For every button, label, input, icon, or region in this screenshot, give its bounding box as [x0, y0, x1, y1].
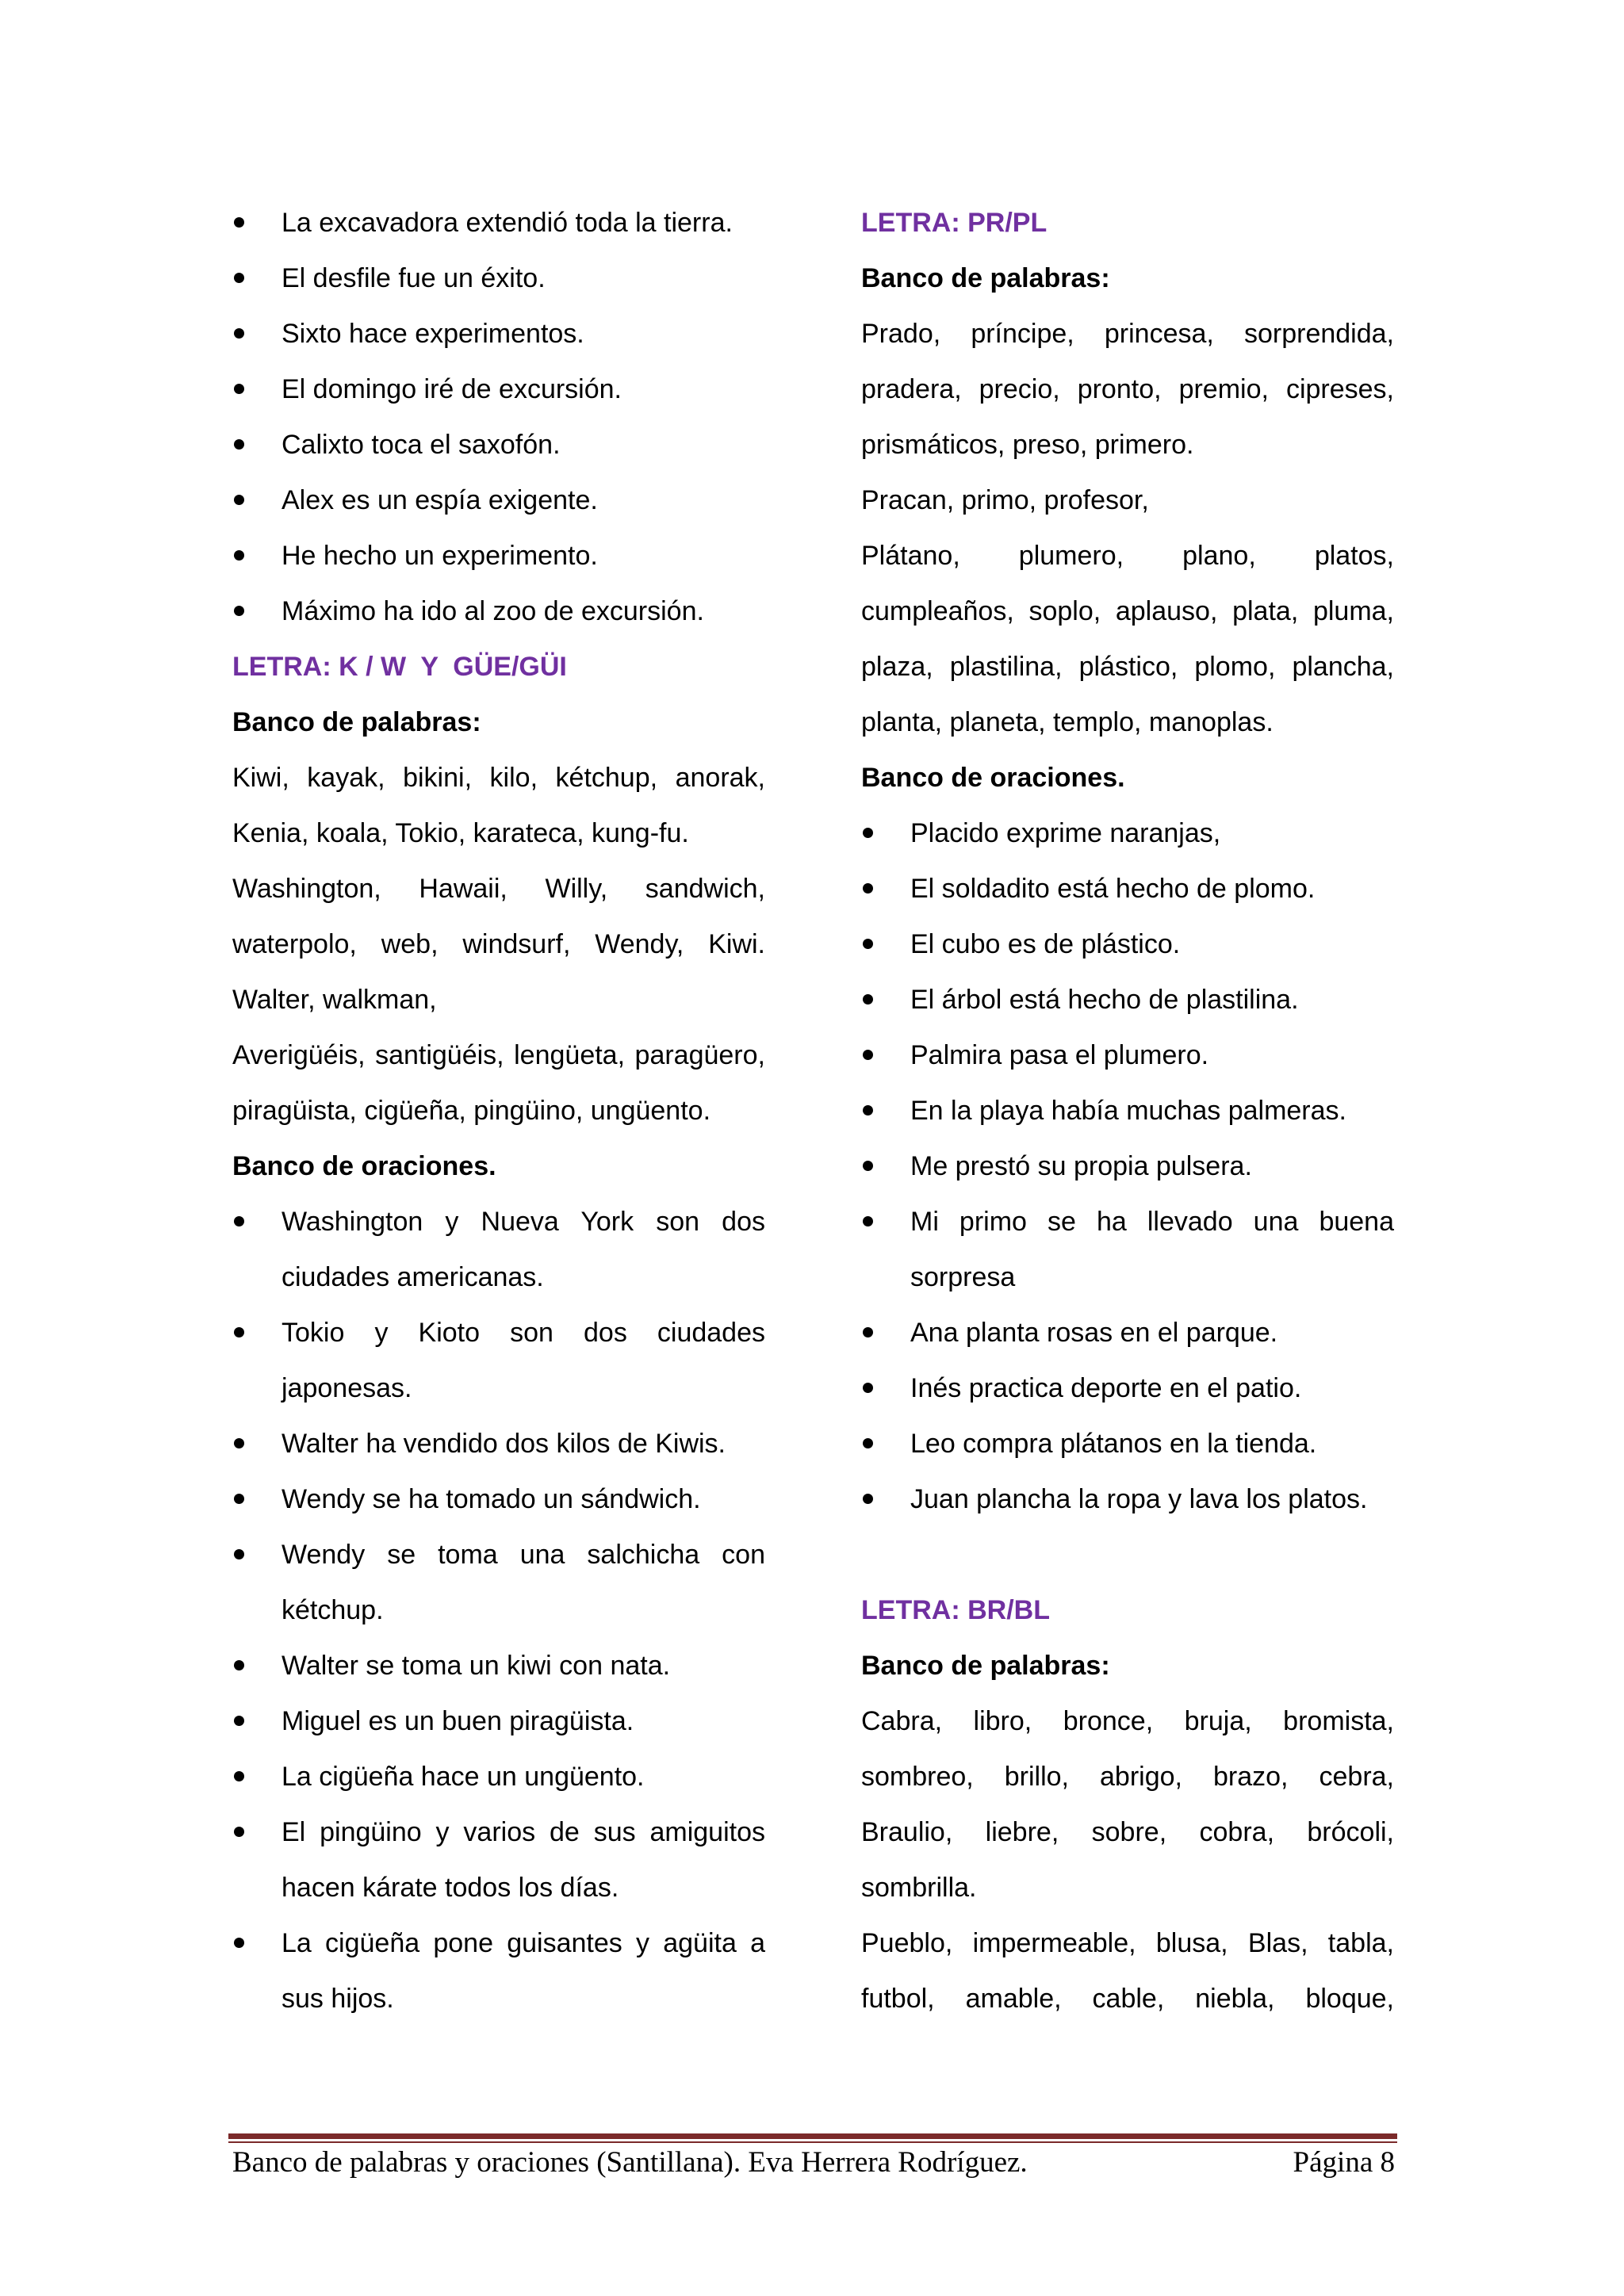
word-bank-paragraph: Kiwi, kayak, bikini, kilo, kétchup, anorak, Kenia, koala, Tokio, karateca, kung-fu.	[232, 763, 765, 848]
list-item: Wendy se ha tomado un sándwich.	[232, 1471, 765, 1527]
page-number: Página 8	[1293, 2146, 1395, 2179]
word-bank-paragraph: Washington, Hawaii, Willy, sandwich, waterpolo, web, windsurf, Wendy, Kiwi. Walter, walkman,	[232, 874, 765, 1015]
list-item: Mi primo se ha llevado una buena sorpresa	[861, 1194, 1394, 1305]
word-bank-paragraph: Averigüéis, santigüéis, lengüeta, paragüero, piragüista, cigüeña, pingüino, ungüento.	[232, 1040, 765, 1126]
list-item: El soldadito está hecho de plomo.	[861, 861, 1394, 916]
sentences-label: Banco de oraciones.	[232, 1151, 496, 1181]
section-heading-brbl: LETRA: BR/BL	[861, 1595, 1050, 1625]
word-bank-paragraph: Plátano, plumero, plano, platos, cumpleaños, soplo, aplauso, plata, pluma, plaza, plastilina, plástico, plomo, plancha, planta, planeta, templo, manoplas.	[861, 541, 1394, 737]
list-item: Walter se toma un kiwi con nata.	[232, 1638, 765, 1693]
list-item: Leo compra plátanos en la tienda.	[861, 1416, 1394, 1471]
word-bank-paragraph: Pracan, primo, profesor,	[861, 485, 1149, 515]
word-bank-paragraph: Prado, príncipe, princesa, sorprendida, pradera, precio, pronto, premio, cipreses, prismáticos, preso, primero.	[861, 319, 1394, 460]
sentences-label: Banco de oraciones.	[861, 763, 1125, 793]
sentence-list	[232, 1194, 765, 2026]
list-item: Wendy se toma una salchicha con kétchup.	[232, 1527, 765, 1638]
section-heading-kw: LETRA: K / W Y GÜE/GÜI	[232, 652, 567, 682]
list-item: Placido exprime naranjas,	[861, 806, 1394, 861]
list-item: He hecho un experimento.	[232, 528, 765, 584]
list-item: Tokio y Kioto son dos ciudades japonesas.	[232, 1305, 765, 1416]
list-item: La cigüeña pone guisantes y agüita a sus hijos.	[232, 1915, 765, 2026]
right-column	[861, 195, 1394, 2026]
list-item: Calixto toca el saxofón.	[232, 417, 765, 473]
left-column	[232, 195, 765, 2026]
list-item: La cigüeña hace un ungüento.	[232, 1749, 765, 1804]
list-item: El cubo es de plástico.	[861, 916, 1394, 972]
list-item: Sixto hace experimentos.	[232, 306, 765, 362]
footer-text: Banco de palabras y oraciones (Santillana). Eva Herrera Rodríguez.	[232, 2146, 1028, 2179]
word-bank-paragraph: Cabra, libro, bronce, bruja, bromista, sombreo, brillo, abrigo, brazo, cebra, Braulio, liebre, sobre, cobra, brócoli, sombrilla.	[861, 1706, 1394, 1903]
list-item: El pingüino y varios de sus amiguitos hacen kárate todos los días.	[232, 1804, 765, 1915]
bullet-list-top	[232, 195, 765, 639]
list-item: Inés practica deporte en el patio.	[861, 1360, 1394, 1416]
list-item: Palmira pasa el plumero.	[861, 1027, 1394, 1083]
sentence-list	[861, 806, 1394, 1527]
list-item: Ana planta rosas en el parque.	[861, 1305, 1394, 1360]
word-bank-paragraph: Pueblo, impermeable, blusa, Blas, tabla, futbol, amable, cable, niebla, bloque,	[861, 1928, 1394, 2014]
list-item: Walter ha vendido dos kilos de Kiwis.	[232, 1416, 765, 1471]
spacer	[861, 1527, 1394, 1582]
list-item: El árbol está hecho de plastilina.	[861, 972, 1394, 1027]
page-footer	[232, 2145, 1395, 2179]
list-item: Me prestó su propia pulsera.	[861, 1138, 1394, 1194]
list-item: En la playa había muchas palmeras.	[861, 1083, 1394, 1138]
footer-rule	[228, 2133, 1397, 2143]
list-item: Miguel es un buen piragüista.	[232, 1693, 765, 1749]
list-item: El domingo iré de excursión.	[232, 362, 765, 417]
list-item: Juan plancha la ropa y lava los platos.	[861, 1471, 1394, 1527]
list-item: Máximo ha ido al zoo de excursión.	[232, 584, 765, 639]
words-label: Banco de palabras:	[232, 707, 481, 737]
words-label: Banco de palabras:	[861, 263, 1110, 293]
words-label: Banco de palabras:	[861, 1651, 1110, 1681]
list-item: Washington y Nueva York son dos ciudades americanas.	[232, 1194, 765, 1305]
section-heading-prpl: LETRA: PR/PL	[861, 208, 1048, 238]
list-item: Alex es un espía exigente.	[232, 473, 765, 528]
list-item: La excavadora extendió toda la tierra.	[232, 195, 765, 251]
list-item: El desfile fue un éxito.	[232, 251, 765, 306]
